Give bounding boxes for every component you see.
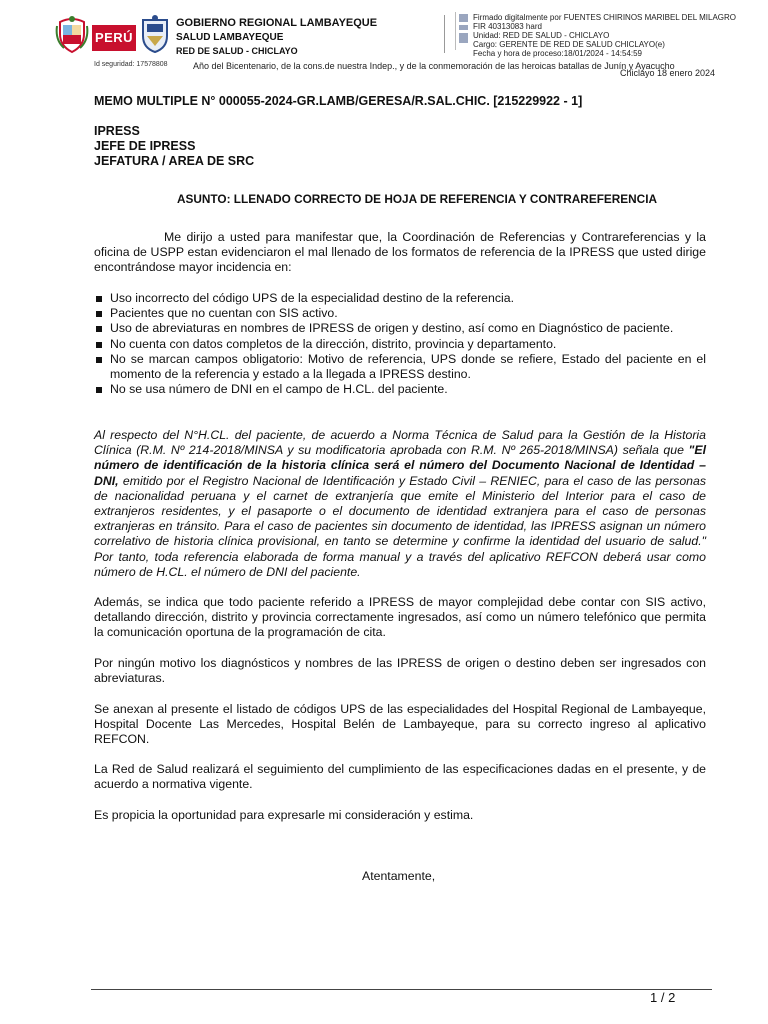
followup-paragraph: La Red de Salud realizará el seguimiento del cumplimiento de las especificaciones dadas en el presente, y de acuerdo a normativa vigente. [94, 762, 706, 792]
norma-paragraph [94, 428, 706, 580]
signature-line: Firmado digitalmente por FUENTES CHIRINOS MARIBEL DEL MILAGRO [473, 13, 737, 22]
norma-text-end: emitido por el Registro Nacional de Identificación y Estado Civil – RENIEC, para el caso de las personas de nacionalidad peruana y el carnet de extranjería que emite el Ministerio del Interior para el caso de extranjeros residentes, y el pasaporte o el documento de identidad extranjera para el caso de personas extranjeras en tránsito. Para el caso de pacientes sin documento de identidad, las IPRESS asignan un número correlativo de historia clínica provisional, en tanto se determine y confirme la identidad del usuario de salud." Por tanto, toda referencia elaborada de forma manual y a través del aplicativo REFCON deberá usar como número de H.CL. el número de DNI del paciente. [94, 473, 706, 579]
security-id: Id seguridad: 17578808 [94, 61, 168, 68]
institution-line: SALUD LAMBAYEQUE [176, 32, 284, 43]
intro-paragraph [94, 230, 706, 276]
institution-line: RED DE SALUD - CHICLAYO [176, 46, 298, 56]
signature-line: Fecha y hora de proceso:18/01/2024 - 14:54:59 [473, 49, 643, 58]
signature-line: Cargo: GERENTE DE RED DE SALUD CHICLAYO(e) [473, 40, 665, 49]
peru-badge: PERÚ [92, 25, 136, 51]
memo-subject: ASUNTO: LLENADO CORRECTO DE HOJA DE REFERENCIA Y CONTRAREFERENCIA [177, 192, 657, 206]
digital-signature-seal-icon [455, 12, 470, 50]
year-name: Año del Bicentenario, de la cons.de nuestra Indep., y de la conmemoración de las heroicas batallas de Junín y Ayacucho [193, 61, 675, 71]
list-item: Pacientes que no cuentan con SIS activo. [94, 306, 706, 321]
annex-paragraph: Se anexan al presente el listado de códigos UPS de las especialidades del Hospital Regional de Lambayeque, Hospital Docente Las Mercedes, Hospital Belén de Lambayeque, para su correcto ingreso al aplicativo REFCON. [94, 702, 706, 747]
memo-number: MEMO MULTIPLE N° 000055-2024-GR.LAMB/GERESA/R.SAL.CHIC. [215229922 - 1] [94, 94, 583, 108]
list-item: No se marcan campos obligatorio: Motivo de referencia, UPS donde se refiere, Estado del paciente en el momento de la referencia y estado a la llegada a IPRESS destino. [94, 352, 706, 382]
date-place: Chiclayo 18 enero 2024 [620, 68, 716, 78]
abbreviation-paragraph: Por ningún motivo los diagnósticos y nombres de las IPRESS de origen o destino deben ser ingresados con abreviaturas. [94, 656, 706, 686]
page-number: 1 / 2 [650, 990, 676, 1005]
list-item: Uso incorrecto del código UPS de la especialidad destino de la referencia. [94, 291, 706, 306]
footer-divider [91, 989, 712, 990]
norma-text-bold: "El número de identificación de la historia clínica será el número del Documento Nacional de Identidad – DNI, [94, 443, 706, 488]
signature-divider [444, 15, 445, 53]
addressee: JEFE DE IPRESS [94, 139, 196, 153]
intro-text: Me dirijo a usted para manifestar que, la Coordinación de Referencias y Contrareferencias y la oficina de USPP estan evidenciaron el mal llenado de los formatos de referencia de la IPRESS que usted dirige encontrándose mayor incidencia en: [94, 230, 706, 275]
list-item: Uso de abreviaturas en nombres de IPRESS de origen y destino, así como en Diagnóstico de paciente. [94, 321, 706, 336]
regional-crest-icon [139, 14, 171, 54]
list-item: No se usa número de DNI en el campo de H.CL. del paciente. [94, 382, 706, 397]
signature-line: Unidad: RED DE SALUD - CHICLAYO [473, 31, 610, 40]
addressee: JEFATURA / AREA DE SRC [94, 154, 255, 168]
courtesy-paragraph: Es propicia la oportunidad para expresarle mi consideración y estima. [94, 808, 474, 822]
norma-text-start: Al respecto del N°H.CL. del paciente, de acuerdo a Norma Técnica de Salud para la Gestión de la Historia Clínica (R.M. Nº 214-2018/MINSA y su modificatoria aprobada con R.M. Nº 265-2018/MINSA) señala que [94, 428, 706, 458]
sis-paragraph: Además, se indica que todo paciente referido a IPRESS de mayor complejidad debe contar con SIS activo, detallando dirección, distrito y provincia correctamente ingresados, así como un número telefónico que permita la comunicación oportuna de la programación de cita. [94, 595, 706, 640]
signature-line: FIR 40313083 hard [473, 22, 542, 31]
national-shield-icon [54, 14, 90, 54]
list-item: No cuenta con datos completos de la dirección, distrito, provincia y departamento. [94, 337, 706, 352]
addressee: IPRESS [94, 124, 140, 138]
closing: Atentamente, [362, 869, 436, 883]
incidence-list [94, 291, 706, 397]
institution-line: GOBIERNO REGIONAL LAMBAYEQUE [176, 17, 378, 29]
